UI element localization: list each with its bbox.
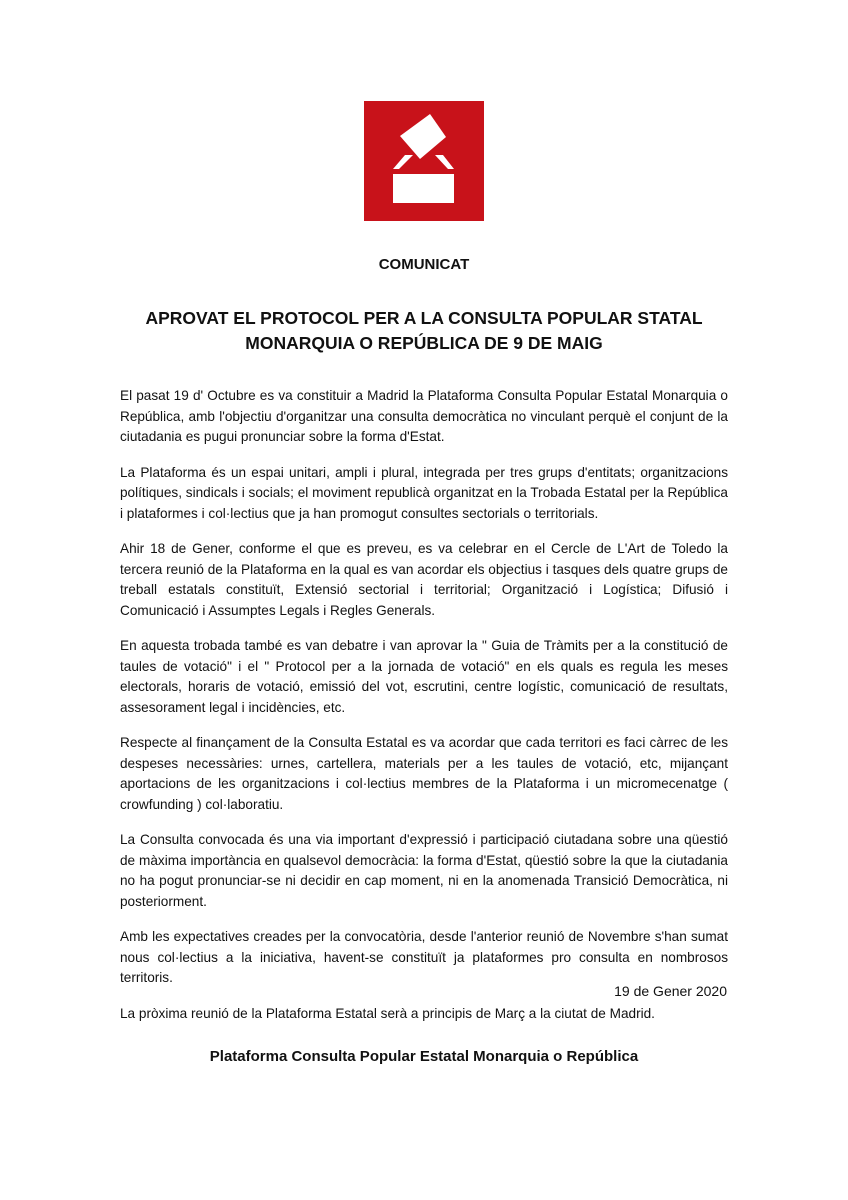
paragraph: El pasat 19 d' Octubre es va constituir a Madrid la Plataforma Consulta Popular Estatal Monarquia o República, amb l'objectiu d'organitzar una consulta democràtica no vinculant perquè el conjunt de la ciutadania es pugui pronunciar sobre la forma d'Estat. xyxy=(120,388,728,444)
title-line-1: APROVAT EL PROTOCOL PER A LA CONSULTA POPULAR STATAL xyxy=(145,308,703,328)
paragraph: Respecte al finançament de la Consulta Estatal es va acordar que cada territori es faci càrrec de les despeses necessàries: urnes, cartellera, materials per a les taules de votació, etc, mijançant aportacions de les organitzacions i col·lectius membres de la Plataforma i un micromecenatge ( crowfunding ) col·laboratiu. xyxy=(120,735,728,812)
paragraph: La pròxima reunió de la Plataforma Estatal serà a principis de Març a la ciutat de Madrid. xyxy=(120,1005,655,1021)
document-label: COMUNICAT xyxy=(378,256,470,273)
paragraph: Ahir 18 de Gener, conforme el que es preveu, es va celebrar en el Cercle de L'Art de Toledo la tercera reunió de la Plataforma en la qual es van acordar els objectius i tasques dels quatre grups de treball estatals constituït, Extensió sectorial i territorial; Organització i Logística; Difusió i Comunicació i Assumptes Legals i Regles Generals. xyxy=(120,541,728,618)
document-body xyxy=(120,386,728,1039)
document-title xyxy=(0,306,848,356)
ballot-box-icon xyxy=(364,101,484,221)
paragraph: En aquesta trobada també es van debatre i van aprovar la " Guia de Tràmits per a la constitució de taules de votació" i el " Protocol per a la jornada de votació" en els quals es regula les meses electorals, horaris de votació, emissió del vot, escrutini, centre logístic, comunicació de resultats, assesorament legal i incidències, etc. xyxy=(120,638,728,715)
paragraph: La Plataforma és un espai unitari, ampli i plural, integrada per tres grups d'entitats; organitzacions polítiques, sindicals i socials; el moviment republicà organitzat en la Trobada Estatal per la República i plataformes i col·lectius que ja han promogut consultes sectorials o territorials. xyxy=(120,464,728,521)
document-date: 19 de Gener 2020 xyxy=(614,983,727,999)
title-line-2: MONARQUIA O REPÚBLICA DE 9 DE MAIG xyxy=(245,333,603,353)
logo xyxy=(364,101,484,221)
paragraph: Amb les expectatives creades per la convocatòria, desde l'anterior reunió de Novembre s'han sumat nous col·lectius a la iniciativa, havent-se constituït ja plataformes pro consulta en nombrosos territoris. xyxy=(120,929,728,985)
paragraph: La Consulta convocada és una via important d'expressió i participació ciutadana sobre una qüestió de màxima importància en qualsevol democràcia: la forma d'Estat, qüestió sobre la que la ciutadania no ha pogut pronunciar-se ni decidir en cap moment, ni en la anomenada Transició Democràtica, ni posteriorment. xyxy=(120,832,728,909)
signature: Plataforma Consulta Popular Estatal Monarquia o República xyxy=(209,1048,639,1065)
